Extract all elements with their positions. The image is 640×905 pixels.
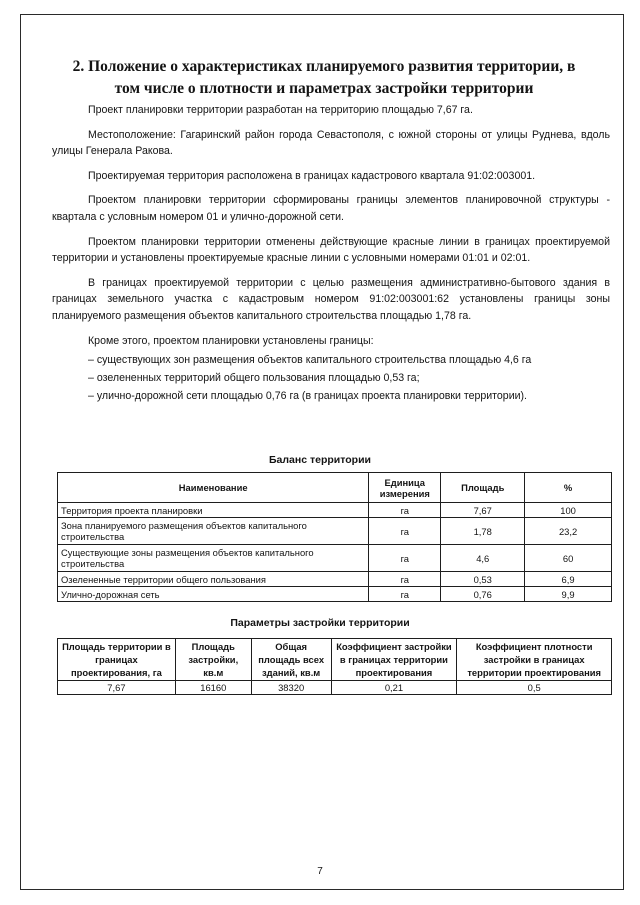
paragraph: Проектируемая территория расположена в границах кадастрового квартала 91:02:003001.: [88, 169, 536, 182]
col-header-coef-density: Коэффициент плотности застройки в границах территории проектирования: [457, 639, 612, 681]
cell-name: Территория проекта планировки: [58, 503, 369, 518]
table-row: [58, 572, 612, 587]
cell-territory: 7,67: [58, 681, 176, 695]
table-row: [58, 587, 612, 602]
paragraph: В границах проектируемой территории с целью размещения административно-бытового здания в границах земельного участка с кадастровым номером 91:02:003001:62 установлены границы зоны планируемого размещения объектов капитального строительства площадью 1,78 га.: [52, 276, 610, 322]
cell-building: 16160: [175, 681, 251, 695]
paragraph: Проектом планировки территории сформированы границы элементов планировочной структуры - квартала с условным номером 01 и улично-дорожной сети.: [52, 194, 610, 223]
table-header-row: [58, 639, 612, 681]
table-row: [58, 545, 612, 572]
col-header-building: Площадь застройки, кв.м: [175, 639, 251, 681]
paragraph: Кроме этого, проектом планировки установлены границы:: [88, 334, 374, 347]
cell-percent: 6,9: [525, 572, 612, 587]
page-number: 7: [317, 866, 323, 877]
cell-unit: га: [369, 518, 441, 545]
col-header-name: Наименование: [58, 473, 369, 503]
cell-area: 0,53: [441, 572, 525, 587]
cell-area: 7,67: [441, 503, 525, 518]
col-header-percent: %: [525, 473, 612, 503]
list-item: – существующих зон размещения объектов капитального строительства площадью 4,6 га: [88, 354, 532, 367]
cell-coef-built: 0,21: [331, 681, 457, 695]
table-row: [58, 503, 612, 518]
cell-area: 1,78: [441, 518, 525, 545]
params-caption: Параметры застройки территории: [230, 617, 410, 629]
col-header-total: Общая площадь всех зданий, кв.м: [251, 639, 331, 681]
cell-unit: га: [369, 545, 441, 572]
cell-percent: 60: [525, 545, 612, 572]
body-text: [52, 102, 610, 405]
cell-total: 38320: [251, 681, 331, 695]
cell-area: 4,6: [441, 545, 525, 572]
col-header-territory: Площадь территории в границах проектирования, га: [58, 639, 176, 681]
paragraph: Проект планировки территории разработан на территорию площадью 7,67 га.: [88, 104, 473, 116]
heading-line-1: 2. Положение о характеристиках планируемого развития территории, в: [72, 58, 576, 75]
list-item: – озелененных территорий общего пользования площадью 0,53 га;: [88, 372, 420, 385]
cell-name: Существующие зоны размещения объектов капитального строительства: [58, 545, 369, 572]
balance-table: [57, 472, 612, 602]
cell-area: 0,76: [441, 587, 525, 602]
params-table: [57, 638, 612, 695]
section-heading: [38, 56, 610, 100]
cell-percent: 23,2: [525, 518, 612, 545]
cell-name: Улично-дорожная сеть: [58, 587, 369, 602]
table-row: [58, 518, 612, 545]
cell-unit: га: [369, 572, 441, 587]
balance-caption: Баланс территории: [268, 454, 371, 466]
cell-coef-density: 0,5: [457, 681, 612, 695]
table-header-row: [58, 473, 612, 503]
cell-percent: 9,9: [525, 587, 612, 602]
cell-name: Зона планируемого размещения объектов капитального строительства: [58, 518, 369, 545]
cell-percent: 100: [525, 503, 612, 518]
col-header-unit: Единица измерения: [369, 473, 441, 503]
list-item: – улично-дорожной сети площадью 0,76 га (в границах проекта планировки территории).: [88, 390, 527, 403]
col-header-area: Площадь: [441, 473, 525, 503]
cell-unit: га: [369, 503, 441, 518]
cell-unit: га: [369, 587, 441, 602]
cell-name: Озелененные территории общего пользования: [58, 572, 369, 587]
boundaries-list: [52, 351, 610, 405]
paragraph: Местоположение: Гагаринский район города Севастополя, с южной стороны от улицы Руднева, вдоль улицы Генерала Ракова.: [52, 128, 610, 158]
table-row: [58, 681, 612, 695]
col-header-coef-built: Коэффициент застройки в границах территории проектирования: [331, 639, 457, 681]
heading-line-2: том числе о плотности и параметрах застройки территории: [114, 80, 534, 97]
paragraph: Проектом планировки территории отменены действующие красные линии в границах проектируемой территории и установлены проектируемые красные линии с условными номерами 01:01 и 02:01.: [52, 235, 610, 265]
